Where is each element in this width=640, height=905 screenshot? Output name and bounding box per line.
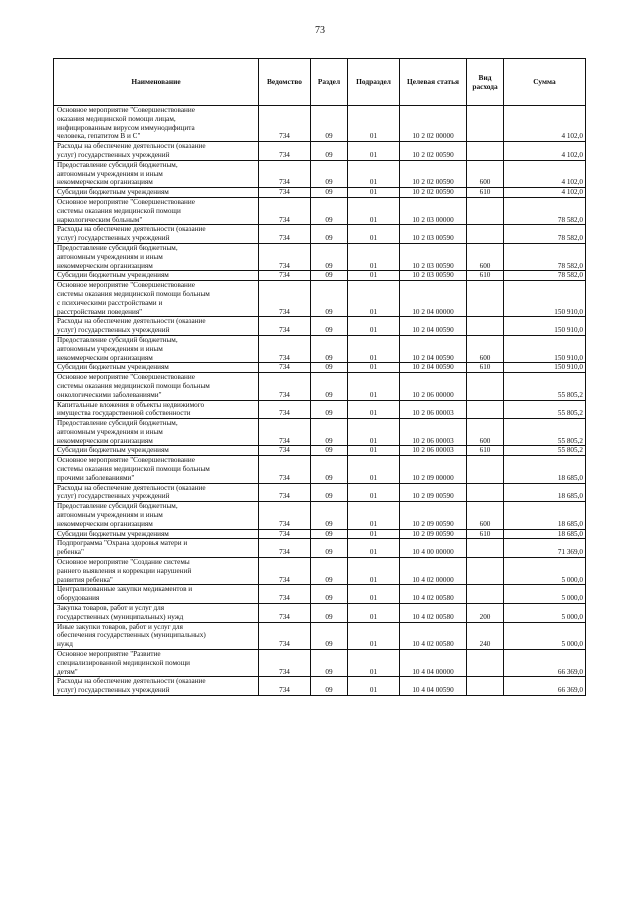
- row-vedomstvo-cell: 734: [259, 677, 311, 696]
- row-statya-cell: 10 2 02 00590: [400, 142, 467, 161]
- row-vedomstvo-cell: 734: [259, 483, 311, 502]
- row-razdel-cell: 09: [311, 373, 348, 400]
- row-razdel-cell: 09: [311, 281, 348, 317]
- row-vedomstvo-cell: 734: [259, 558, 311, 585]
- table-row: [54, 281, 586, 317]
- table-row: [54, 558, 586, 585]
- header-vid: Вид расхода: [467, 59, 504, 106]
- row-podrazdel-cell: 01: [348, 335, 400, 362]
- table-row: [54, 529, 586, 539]
- row-name-line: системы оказания медицинской помощи больным: [57, 289, 210, 298]
- row-statya-cell: 10 2 09 00000: [400, 456, 467, 483]
- row-razdel-cell: 09: [311, 539, 348, 558]
- table-body: [54, 106, 586, 696]
- row-name-line: услуг) государственных учреждений: [57, 492, 170, 501]
- table-row: [54, 677, 586, 696]
- row-name-line: Субсидии бюджетным учреждениям: [57, 271, 169, 280]
- row-vid-cell: [467, 400, 504, 419]
- row-vedomstvo-cell: 734: [259, 142, 311, 161]
- row-podrazdel-cell: 01: [348, 106, 400, 142]
- row-name-line: Основное мероприятие "Совершенствование: [57, 373, 195, 382]
- row-summa-cell: 55 805,2: [504, 373, 586, 400]
- row-vedomstvo-cell: 734: [259, 271, 311, 281]
- row-razdel-cell: 09: [311, 225, 348, 244]
- table-row: [54, 197, 586, 224]
- row-name-line: государственных (муниципальных) нужд: [57, 612, 184, 621]
- row-podrazdel-cell: 01: [348, 188, 400, 198]
- row-statya-cell: 10 2 06 00003: [400, 446, 467, 456]
- row-vid-cell: [467, 142, 504, 161]
- row-summa-cell: 4 102,0: [504, 188, 586, 198]
- row-name-line: Субсидии бюджетным учреждениям: [57, 529, 169, 538]
- row-name-line: нужд: [57, 640, 73, 649]
- header-statya: Целевая статья: [400, 59, 467, 106]
- row-statya-cell: 10 4 02 00580: [400, 622, 467, 649]
- row-vid-cell: [467, 373, 504, 400]
- row-summa-cell: 18 685,0: [504, 529, 586, 539]
- row-razdel-cell: 09: [311, 335, 348, 362]
- row-summa-cell: 4 102,0: [504, 160, 586, 187]
- row-name-line: раннего выявления и коррекции нарушений: [57, 566, 192, 575]
- row-razdel-cell: 09: [311, 160, 348, 187]
- row-statya-cell: 10 2 02 00000: [400, 106, 467, 142]
- table-row: [54, 335, 586, 362]
- row-name-line: автономным учреждениям и иным: [57, 511, 163, 520]
- row-razdel-cell: 09: [311, 585, 348, 604]
- row-statya-cell: 10 2 03 00590: [400, 271, 467, 281]
- row-podrazdel-cell: 01: [348, 373, 400, 400]
- table-row: [54, 456, 586, 483]
- row-summa-cell: 18 685,0: [504, 502, 586, 529]
- row-podrazdel-cell: 01: [348, 281, 400, 317]
- row-name-line: системы оказания медицинской помощи больным: [57, 465, 210, 474]
- header-summa: Сумма: [504, 59, 586, 106]
- row-podrazdel-cell: 01: [348, 271, 400, 281]
- row-statya-cell: 10 2 03 00000: [400, 197, 467, 224]
- row-name-line: некоммерческим организациям: [57, 519, 153, 528]
- row-summa-cell: 5 000,0: [504, 558, 586, 585]
- row-razdel-cell: 09: [311, 502, 348, 529]
- row-razdel-cell: 09: [311, 188, 348, 198]
- row-name-line: Расходы на обеспечение деятельности (оказание: [57, 142, 206, 151]
- table-header-row: [54, 59, 586, 106]
- row-name-line: системы оказания медицинской помощи: [57, 206, 181, 215]
- table-row: [54, 539, 586, 558]
- row-statya-cell: 10 4 04 00000: [400, 650, 467, 677]
- row-name-cell: [54, 106, 259, 142]
- row-podrazdel-cell: 01: [348, 160, 400, 187]
- row-name-line: Предоставление субсидий бюджетным,: [57, 243, 178, 252]
- row-podrazdel-cell: 01: [348, 529, 400, 539]
- row-statya-cell: 10 4 02 00580: [400, 604, 467, 623]
- row-vedomstvo-cell: 734: [259, 106, 311, 142]
- table-row: [54, 400, 586, 419]
- row-name-cell: [54, 677, 259, 696]
- row-razdel-cell: 09: [311, 483, 348, 502]
- row-podrazdel-cell: 01: [348, 558, 400, 585]
- row-vid-cell: [467, 483, 504, 502]
- row-name-cell: [54, 243, 259, 270]
- row-vedomstvo-cell: 734: [259, 160, 311, 187]
- row-name-line: автономным учреждениям и иным: [57, 427, 163, 436]
- row-vedomstvo-cell: 734: [259, 604, 311, 623]
- row-name-cell: [54, 225, 259, 244]
- row-name-cell: [54, 456, 259, 483]
- row-name-line: ребенка": [57, 548, 84, 557]
- row-name-cell: [54, 650, 259, 677]
- row-statya-cell: 10 2 04 00590: [400, 335, 467, 362]
- row-name-cell: [54, 446, 259, 456]
- row-name-line: Расходы на обеспечение деятельности (оказание: [57, 317, 206, 326]
- row-vedomstvo-cell: 734: [259, 446, 311, 456]
- row-summa-cell: 150 910,0: [504, 335, 586, 362]
- row-name-line: оборудования: [57, 594, 100, 603]
- header-podrazdel: Подраздел: [348, 59, 400, 106]
- row-name-line: Основное мероприятие "Совершенствование: [57, 106, 195, 114]
- row-vid-cell: 240: [467, 622, 504, 649]
- row-vedomstvo-cell: 734: [259, 529, 311, 539]
- table-row: [54, 142, 586, 161]
- row-vid-cell: 600: [467, 419, 504, 446]
- row-razdel-cell: 09: [311, 271, 348, 281]
- row-name-cell: [54, 529, 259, 539]
- row-name-cell: [54, 585, 259, 604]
- page-number: 73: [315, 25, 325, 36]
- row-razdel-cell: 09: [311, 106, 348, 142]
- row-razdel-cell: 09: [311, 650, 348, 677]
- table-row: [54, 363, 586, 373]
- row-name-cell: [54, 539, 259, 558]
- row-statya-cell: 10 2 09 00590: [400, 529, 467, 539]
- row-statya-cell: 10 4 00 00000: [400, 539, 467, 558]
- row-podrazdel-cell: 01: [348, 400, 400, 419]
- row-vid-cell: 610: [467, 188, 504, 198]
- row-vid-cell: [467, 585, 504, 604]
- row-podrazdel-cell: 01: [348, 197, 400, 224]
- row-podrazdel-cell: 01: [348, 142, 400, 161]
- row-summa-cell: 78 582,0: [504, 197, 586, 224]
- row-name-line: Предоставление субсидий бюджетным,: [57, 419, 178, 428]
- row-name-line: Основное мероприятие "Совершенствование: [57, 456, 195, 465]
- row-summa-cell: 71 369,0: [504, 539, 586, 558]
- row-name-line: Субсидии бюджетным учреждениям: [57, 363, 169, 372]
- row-statya-cell: 10 2 06 00003: [400, 400, 467, 419]
- row-summa-cell: 78 582,0: [504, 271, 586, 281]
- row-razdel-cell: 09: [311, 317, 348, 336]
- table-row: [54, 483, 586, 502]
- row-name-line: Основное мероприятие "Совершенствование: [57, 197, 195, 206]
- row-summa-cell: 66 369,0: [504, 650, 586, 677]
- row-name-cell: [54, 622, 259, 649]
- row-name-line: Централизованные закупки медикаментов и: [57, 585, 193, 594]
- row-razdel-cell: 09: [311, 400, 348, 419]
- row-summa-cell: 78 582,0: [504, 243, 586, 270]
- row-vedomstvo-cell: 734: [259, 225, 311, 244]
- row-vedomstvo-cell: 734: [259, 585, 311, 604]
- row-vedomstvo-cell: 734: [259, 622, 311, 649]
- header-vedomstvo: Ведомство: [259, 59, 311, 106]
- row-name-cell: [54, 373, 259, 400]
- row-summa-cell: 5 000,0: [504, 622, 586, 649]
- row-vid-cell: [467, 197, 504, 224]
- row-statya-cell: 10 2 03 00590: [400, 225, 467, 244]
- row-name-cell: [54, 363, 259, 373]
- row-statya-cell: 10 2 09 00590: [400, 502, 467, 529]
- row-podrazdel-cell: 01: [348, 539, 400, 558]
- row-name-line: специализированной медицинской помощи: [57, 658, 190, 667]
- row-summa-cell: 5 000,0: [504, 585, 586, 604]
- row-name-line: оказания медицинской помощи лицам,: [57, 114, 176, 123]
- table-row: [54, 502, 586, 529]
- row-name-cell: [54, 197, 259, 224]
- row-razdel-cell: 09: [311, 529, 348, 539]
- table-row: [54, 106, 586, 142]
- row-summa-cell: 18 685,0: [504, 483, 586, 502]
- row-podrazdel-cell: 01: [348, 622, 400, 649]
- row-name-cell: [54, 335, 259, 362]
- row-statya-cell: 10 2 04 00590: [400, 317, 467, 336]
- row-podrazdel-cell: 01: [348, 225, 400, 244]
- row-statya-cell: 10 2 09 00590: [400, 483, 467, 502]
- row-vedomstvo-cell: 734: [259, 281, 311, 317]
- row-vid-cell: [467, 317, 504, 336]
- row-razdel-cell: 09: [311, 363, 348, 373]
- row-summa-cell: 150 910,0: [504, 281, 586, 317]
- row-razdel-cell: 09: [311, 558, 348, 585]
- row-statya-cell: 10 2 02 00590: [400, 188, 467, 198]
- row-vid-cell: [467, 539, 504, 558]
- row-vid-cell: [467, 650, 504, 677]
- row-vid-cell: [467, 225, 504, 244]
- row-name-line: расстройствами поведения": [57, 307, 143, 316]
- row-vid-cell: 610: [467, 529, 504, 539]
- row-vedomstvo-cell: 734: [259, 197, 311, 224]
- row-vid-cell: 600: [467, 502, 504, 529]
- row-name-line: некоммерческим организациям: [57, 178, 153, 187]
- row-statya-cell: 10 2 03 00590: [400, 243, 467, 270]
- row-name-line: Предоставление субсидий бюджетным,: [57, 160, 178, 169]
- row-summa-cell: 55 805,2: [504, 446, 586, 456]
- row-podrazdel-cell: 01: [348, 677, 400, 696]
- table-row: [54, 225, 586, 244]
- row-name-line: системы оказания медицинской помощи больным: [57, 381, 210, 390]
- row-summa-cell: 150 910,0: [504, 363, 586, 373]
- row-vedomstvo-cell: 734: [259, 317, 311, 336]
- row-vid-cell: 610: [467, 271, 504, 281]
- row-summa-cell: 150 910,0: [504, 317, 586, 336]
- row-name-line: инфицированным вирусом иммунодифицита: [57, 123, 195, 132]
- row-summa-cell: 55 805,2: [504, 419, 586, 446]
- row-name-cell: [54, 558, 259, 585]
- row-name-line: прочими заболеваниями": [57, 473, 135, 482]
- row-name-cell: [54, 281, 259, 317]
- row-podrazdel-cell: 01: [348, 502, 400, 529]
- row-razdel-cell: 09: [311, 142, 348, 161]
- row-podrazdel-cell: 01: [348, 483, 400, 502]
- row-podrazdel-cell: 01: [348, 604, 400, 623]
- budget-table: [53, 58, 586, 696]
- row-name-line: Иные закупки товаров, работ и услуг для: [57, 622, 183, 631]
- row-vid-cell: [467, 677, 504, 696]
- row-razdel-cell: 09: [311, 243, 348, 270]
- row-vid-cell: [467, 456, 504, 483]
- header-razdel: Раздел: [311, 59, 348, 106]
- row-razdel-cell: 09: [311, 446, 348, 456]
- row-name-cell: [54, 502, 259, 529]
- row-name-line: имущества государственной собственности: [57, 409, 191, 418]
- row-name-cell: [54, 271, 259, 281]
- row-name-line: детям": [57, 667, 78, 676]
- row-name-cell: [54, 160, 259, 187]
- row-summa-cell: 5 000,0: [504, 604, 586, 623]
- row-vid-cell: 600: [467, 243, 504, 270]
- row-name-line: человека, гепатитом В и С": [57, 132, 141, 141]
- row-summa-cell: 66 369,0: [504, 677, 586, 696]
- row-name-line: Предоставление субсидий бюджетным,: [57, 335, 178, 344]
- row-statya-cell: 10 4 04 00590: [400, 677, 467, 696]
- row-statya-cell: 10 2 06 00003: [400, 419, 467, 446]
- row-statya-cell: 10 2 02 00590: [400, 160, 467, 187]
- row-razdel-cell: 09: [311, 677, 348, 696]
- row-vedomstvo-cell: 734: [259, 539, 311, 558]
- row-podrazdel-cell: 01: [348, 317, 400, 336]
- table-row: [54, 188, 586, 198]
- table-row: [54, 160, 586, 187]
- row-statya-cell: 10 4 02 00580: [400, 585, 467, 604]
- table-row: [54, 373, 586, 400]
- row-razdel-cell: 09: [311, 622, 348, 649]
- row-summa-cell: 78 582,0: [504, 225, 586, 244]
- row-name-line: наркологическим больным": [57, 215, 143, 224]
- row-name-line: развития ребенка": [57, 575, 113, 584]
- row-vedomstvo-cell: 734: [259, 335, 311, 362]
- row-statya-cell: 10 2 06 00000: [400, 373, 467, 400]
- row-vedomstvo-cell: 734: [259, 363, 311, 373]
- row-name-line: некоммерческим организациям: [57, 353, 153, 362]
- row-razdel-cell: 09: [311, 197, 348, 224]
- row-name-cell: [54, 142, 259, 161]
- table-row: [54, 317, 586, 336]
- table-row: [54, 446, 586, 456]
- row-name-line: Основное мероприятие "Совершенствование: [57, 281, 195, 290]
- row-name-line: некоммерческим организациям: [57, 436, 153, 445]
- row-vedomstvo-cell: 734: [259, 400, 311, 419]
- row-statya-cell: 10 4 02 00000: [400, 558, 467, 585]
- table-row: [54, 271, 586, 281]
- row-name-line: Расходы на обеспечение деятельности (оказание: [57, 483, 206, 492]
- row-name-cell: [54, 604, 259, 623]
- row-podrazdel-cell: 01: [348, 585, 400, 604]
- row-name-line: Основное мероприятие "Развитие: [57, 650, 161, 659]
- row-vid-cell: 610: [467, 446, 504, 456]
- row-vid-cell: 200: [467, 604, 504, 623]
- row-statya-cell: 10 2 04 00000: [400, 281, 467, 317]
- row-name-line: автономным учреждениям и иным: [57, 344, 163, 353]
- row-name-line: Расходы на обеспечение деятельности (оказание: [57, 677, 206, 686]
- row-podrazdel-cell: 01: [348, 363, 400, 373]
- row-name-cell: [54, 419, 259, 446]
- row-name-line: онкологическими заболеваниями": [57, 390, 162, 399]
- row-name-line: услуг) государственных учреждений: [57, 686, 170, 695]
- row-podrazdel-cell: 01: [348, 419, 400, 446]
- row-vid-cell: 600: [467, 160, 504, 187]
- row-vedomstvo-cell: 734: [259, 373, 311, 400]
- row-name-line: услуг) государственных учреждений: [57, 150, 170, 159]
- row-razdel-cell: 09: [311, 604, 348, 623]
- header-name: Наименование: [54, 59, 259, 106]
- row-name-line: Основное мероприятие "Создание системы: [57, 558, 190, 567]
- row-vedomstvo-cell: 734: [259, 419, 311, 446]
- row-name-line: Капитальные вложения в объекты недвижимого: [57, 400, 205, 409]
- row-name-line: услуг) государственных учреждений: [57, 234, 170, 243]
- row-vid-cell: 600: [467, 335, 504, 362]
- table-row: [54, 622, 586, 649]
- row-podrazdel-cell: 01: [348, 456, 400, 483]
- row-name-line: обеспечения государственных (муниципальных): [57, 631, 206, 640]
- row-podrazdel-cell: 01: [348, 446, 400, 456]
- row-name-line: Субсидии бюджетным учреждениям: [57, 188, 169, 197]
- row-name-line: автономным учреждениям и иным: [57, 252, 163, 261]
- row-name-line: Расходы на обеспечение деятельности (оказание: [57, 225, 206, 234]
- row-vedomstvo-cell: 734: [259, 502, 311, 529]
- row-name-line: некоммерческим организациям: [57, 261, 153, 270]
- row-name-line: Подпрограмма "Охрана здоровья матери и: [57, 539, 188, 548]
- row-vedomstvo-cell: 734: [259, 188, 311, 198]
- row-summa-cell: 18 685,0: [504, 456, 586, 483]
- row-summa-cell: 4 102,0: [504, 106, 586, 142]
- row-razdel-cell: 09: [311, 456, 348, 483]
- row-vid-cell: 610: [467, 363, 504, 373]
- row-name-line: Закупка товаров, работ и услуг для: [57, 604, 165, 613]
- table-row: [54, 419, 586, 446]
- row-vedomstvo-cell: 734: [259, 650, 311, 677]
- row-vid-cell: [467, 106, 504, 142]
- row-summa-cell: 55 805,2: [504, 400, 586, 419]
- table-row: [54, 604, 586, 623]
- row-name-line: Субсидии бюджетным учреждениям: [57, 446, 169, 455]
- table-row: [54, 650, 586, 677]
- table-row: [54, 243, 586, 270]
- row-vedomstvo-cell: 734: [259, 456, 311, 483]
- row-name-cell: [54, 317, 259, 336]
- row-vid-cell: [467, 558, 504, 585]
- row-name-cell: [54, 483, 259, 502]
- row-name-line: автономным учреждениям и иным: [57, 169, 163, 178]
- row-summa-cell: 4 102,0: [504, 142, 586, 161]
- row-podrazdel-cell: 01: [348, 650, 400, 677]
- row-name-line: услуг) государственных учреждений: [57, 326, 170, 335]
- row-statya-cell: 10 2 04 00590: [400, 363, 467, 373]
- row-vedomstvo-cell: 734: [259, 243, 311, 270]
- row-name-cell: [54, 400, 259, 419]
- row-podrazdel-cell: 01: [348, 243, 400, 270]
- table-row: [54, 585, 586, 604]
- row-name-line: Предоставление субсидий бюджетным,: [57, 502, 178, 511]
- row-name-line: с психическими расстройствами и: [57, 298, 163, 307]
- row-razdel-cell: 09: [311, 419, 348, 446]
- row-vid-cell: [467, 281, 504, 317]
- row-name-cell: [54, 188, 259, 198]
